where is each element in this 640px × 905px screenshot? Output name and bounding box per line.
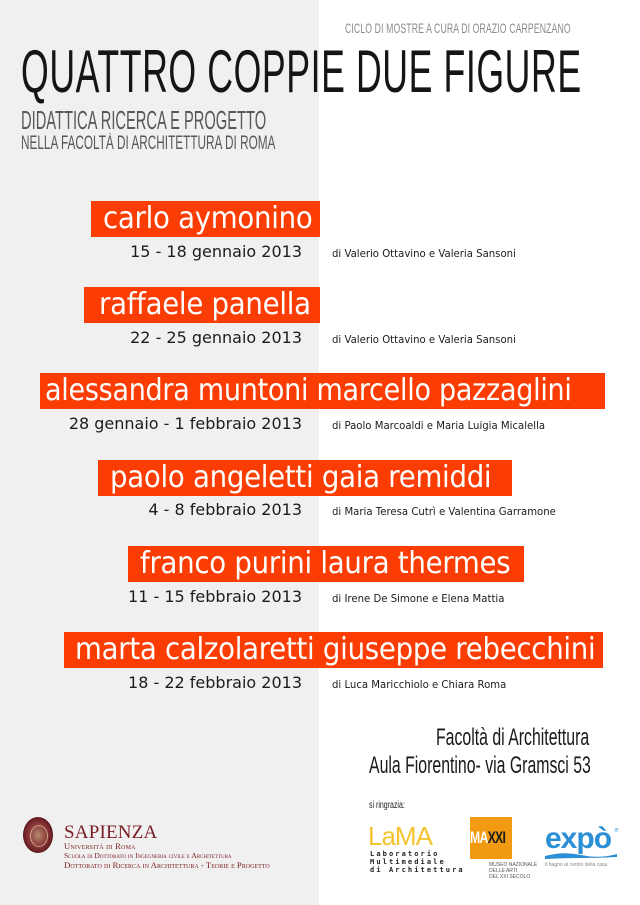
exhibition-curators: di Valerio Ottavino e Valeria Sansoni [332, 247, 516, 260]
maxxi-logo [470, 828, 505, 848]
exhibition-curators: di Valerio Ottavino e Valeria Sansoni [332, 333, 516, 346]
exhibition-name-bar [128, 546, 524, 582]
exhibition-names: raffaele panella [99, 287, 311, 322]
exhibition-name-bar [64, 632, 603, 668]
sapienza-school: Scuola di Dottorato in Ingegneria civile e Architettura [64, 851, 232, 860]
sapienza-seal-icon [23, 817, 53, 853]
exhibition-dates: 28 gennaio - 1 febbraio 2013 [68, 414, 302, 433]
venue-address: Aula Fiorentino- via Gramsci 53 [369, 752, 591, 779]
exhibition-curators: di Luca Maricchiolo e Chiara Roma [332, 678, 507, 691]
exhibition-names: marta calzolaretti giuseppe rebecchini [75, 632, 596, 667]
maxxi-caption-3: DEL XXI SECOLO [489, 874, 531, 880]
subtitle-2: NELLA FACOLTÀ DI ARCHITETTURA DI ROMA [21, 133, 276, 154]
exhibition-curators: di Maria Teresa Cutrì e Valentina Garramone [332, 505, 556, 518]
poster-title: QUATTRO COPPIE DUE FIGURE [21, 38, 582, 105]
sapienza-doctorate: Dottorato di Ricerca in Architettura - Teorie e Progetto [64, 860, 270, 870]
subtitle-1: DIDATTICA RICERCA E PROGETTO [21, 105, 267, 135]
exhibition-names: alessandra muntoni marcello pazzaglini [45, 373, 572, 408]
lama-logo: LaMA [368, 821, 432, 851]
maxxi-caption-2: DELLE ARTI [489, 868, 518, 874]
maxxi-caption-1: MUSEO NAZIONALE [489, 862, 538, 868]
exhibition-dates: 4 - 8 febbraio 2013 [148, 500, 302, 519]
exhibition-curators: di Paolo Marcoaldi e Maria Luigia Micalella [332, 419, 546, 432]
sapienza-university: Università di Roma [64, 841, 136, 851]
thanks-label: si ringrazia: [369, 800, 405, 811]
exhibition-names: paolo angeletti gaia remiddi [110, 460, 492, 495]
cycle-curator-line: CICLO DI MOSTRE A CURA DI ORAZIO CARPENZANO [345, 20, 571, 36]
exhibition-curators: di Irene De Simone e Elena Mattia [332, 592, 505, 605]
expo-logo: expò [545, 822, 612, 855]
lama-caption-2: Multimediale [370, 858, 446, 866]
exhibition-name-bar [98, 460, 512, 496]
exhibition-name-bar [84, 287, 320, 323]
lama-caption-3: di Architettura [370, 866, 465, 874]
exhibition-names: carlo aymonino [103, 201, 313, 236]
expo-wave-icon [545, 851, 617, 859]
expo-registered-mark: ® [614, 828, 619, 834]
exhibition-dates: 18 - 22 febbraio 2013 [128, 673, 302, 692]
sapienza-name: SAPIENZA [64, 822, 158, 843]
exhibition-name-bar [91, 201, 320, 237]
maxxi-logo-xxi: XXI [487, 828, 506, 847]
exhibition-dates: 15 - 18 gennaio 2013 [130, 242, 302, 261]
exhibition-name-bar [40, 373, 605, 409]
expo-tagline: Il bagno al centro della casa [545, 862, 608, 868]
exhibition-names: franco purini laura thermes [140, 546, 511, 581]
venue-faculty: Facoltà di Architettura [436, 724, 590, 751]
exhibition-dates: 22 - 25 gennaio 2013 [130, 328, 302, 347]
exhibition-dates: 11 - 15 febbraio 2013 [128, 587, 302, 606]
lama-caption-1: Laboratorio [370, 850, 440, 858]
maxxi-logo-ma: MA [470, 828, 488, 847]
